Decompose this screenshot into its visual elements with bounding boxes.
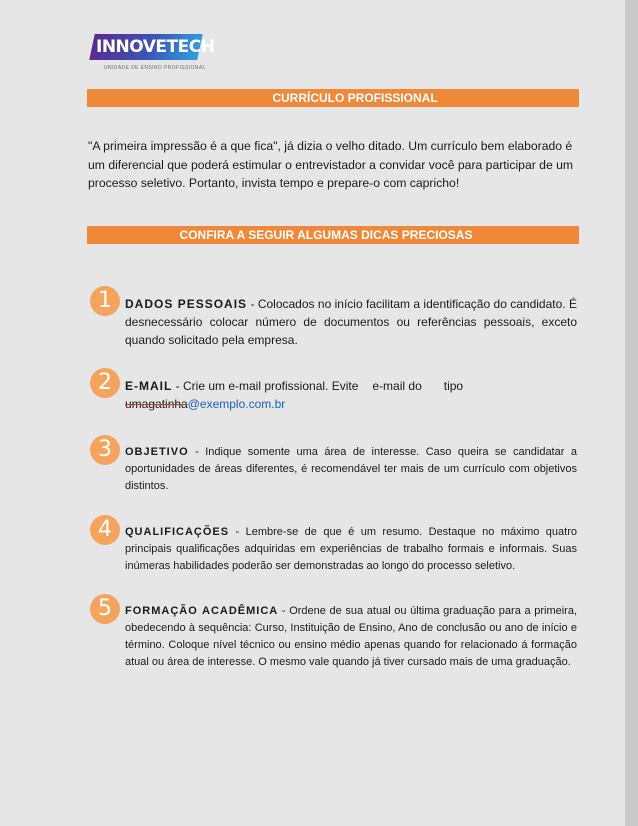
section-title: CONFIRA A SEGUIR ALGUMAS DICAS PRECIOSAS: [179, 228, 473, 242]
tip-description: - Lembre-se de que é um resumo. Destaque no máximo quatro principais qualificações adquiridas em experiências de trabalho formais e informais. Suas inúmeras habilidades poderão ser demonstradas ao longo do processo seletivo.: [125, 526, 577, 572]
tip-text: [125, 444, 577, 495]
tip-number-badge: 4: [90, 515, 120, 545]
tip-title: QUALIFICAÇÕES: [125, 526, 230, 538]
page-title: CURRÍCULO PROFISSIONAL: [272, 91, 438, 105]
tip-title: DADOS PESSOAIS: [125, 297, 248, 311]
tip-title: E-MAIL: [125, 379, 173, 393]
tip-description: - Colocados no início facilitam a identificação do candidato. É desnecessário colocar número de documentos ou referências pessoais, exceto quando solicitado pela empresa.: [125, 297, 577, 347]
tip-number-badge: 5: [90, 594, 120, 624]
tip-description: - Crie um e-mail profissional. Evite: [172, 379, 359, 393]
tip-text: [125, 295, 577, 349]
tip-title: FORMAÇÃO ACADÊMICA: [125, 605, 279, 617]
tip-title: OBJETIVO: [125, 446, 189, 458]
tip-description: - Ordene de sua atual ou última graduação para a primeira, obedecendo à sequência: Curso, Instituição de Ensino, Ano de conclusão ou ano de início e término. Coloque nível técnico ou ensino médio apenas quando for relacionado á formação atual ou área de interesse. O mesmo vale quando já tiver cursado mais de uma graduação.: [125, 605, 578, 668]
page-edge: [625, 0, 638, 826]
tip-text: [125, 524, 577, 575]
example-email-user: umagatinha: [125, 397, 188, 411]
tip-description-part: e-mail do: [372, 379, 422, 393]
example-email-domain: @exemplo.com.br: [187, 397, 286, 411]
header-bar: [87, 89, 579, 107]
tip-text: [125, 377, 577, 413]
innovetech-logo: [92, 34, 215, 74]
logo-name: INNOVETECH: [96, 37, 215, 57]
intro-paragraph: "A primeira impressão é a que fica", já dizia o velho ditado. Um currículo bem elaborado é um diferencial que poderá estimular o entrevistador a convidar você para participar de um processo seletivo. Portanto, invista tempo e prepare-o com capricho!: [88, 139, 574, 190]
tip-description: - Indique somente uma área de interesse. Caso queira se candidatar a oportunidades de áreas diferentes, é recomendável ter mais de um currículo com objetivos distintos.: [125, 446, 577, 492]
tip-text: [125, 603, 577, 671]
section-bar: [87, 226, 579, 244]
tip-number-badge: 1: [90, 286, 120, 316]
tip-number-badge: 2: [90, 368, 120, 398]
logo-subtitle: UNIDADE DE ENSINO PROFISSIONAL: [104, 65, 206, 71]
tip-description-part: tipo: [443, 379, 464, 393]
tip-number-badge: 3: [90, 435, 120, 465]
